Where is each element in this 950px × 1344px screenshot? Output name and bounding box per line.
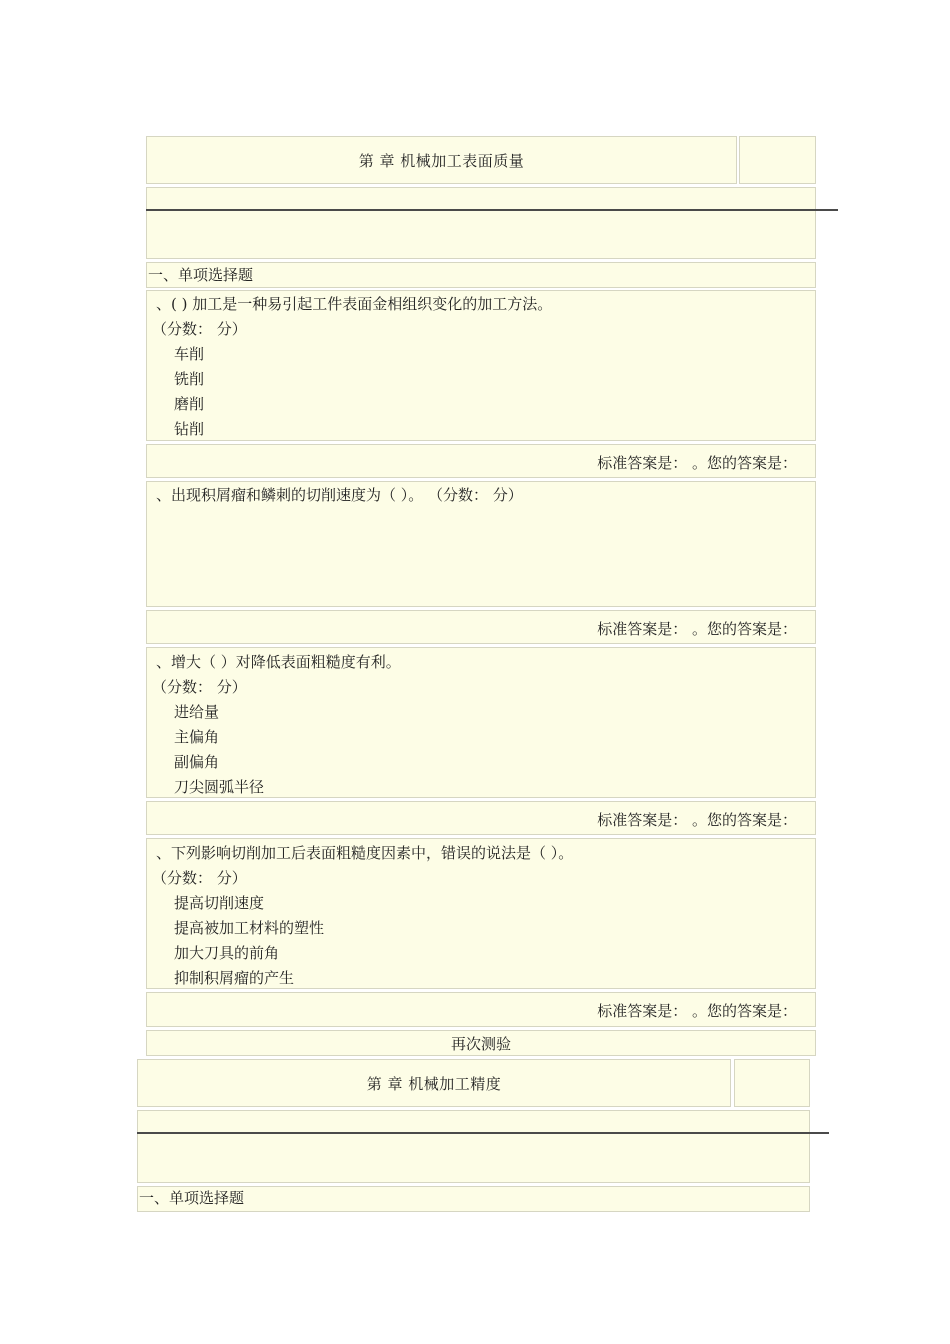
question-4-option-b[interactable]: 提高被加工材料的塑性: [174, 919, 325, 937]
question-1-answer-label: 标准答案是： 。您的答案是：: [597, 454, 797, 472]
retry-button[interactable]: 再次测验: [450, 1035, 511, 1053]
question-3-option-c[interactable]: 副偏角: [174, 753, 220, 771]
question-4-option-d[interactable]: 抑制积屑瘤的产生: [174, 969, 295, 987]
question-3-option-a[interactable]: 进给量: [174, 703, 220, 721]
chapter1-divider-line: [146, 209, 838, 211]
chapter1-title: 第 章 机械加工表面质量: [358, 152, 525, 170]
question-1-option-d[interactable]: 钻削: [174, 420, 205, 438]
question-1-text: 、( ) 加工是一种易引起工件表面金相组织变化的加工方法。: [156, 295, 553, 313]
chapter2-divider-cell: [137, 1110, 810, 1183]
question-1-option-c[interactable]: 磨削: [174, 395, 205, 413]
question-2-text: 、出现积屑瘤和鳞刺的切削速度为（ ）。 （分数： 分）: [156, 486, 523, 504]
question-4-option-a[interactable]: 提高切削速度: [174, 894, 265, 912]
question-1-option-a[interactable]: 车削: [174, 345, 205, 363]
question-1-option-b[interactable]: 铣削: [174, 370, 205, 388]
chapter1-section-title: 一、单项选择题: [148, 266, 254, 284]
chapter1-title-side-cell: [739, 136, 816, 184]
question-2-answer-label: 标准答案是： 。您的答案是：: [597, 620, 797, 638]
chapter2-title: 第 章 机械加工精度: [366, 1075, 502, 1093]
question-1-score: （分数： 分）: [152, 320, 247, 338]
chapter2-divider-line: [137, 1132, 829, 1134]
question-4-answer-label: 标准答案是： 。您的答案是：: [597, 1002, 797, 1020]
question-3-answer-label: 标准答案是： 。您的答案是：: [597, 811, 797, 829]
chapter2-section-title: 一、单项选择题: [139, 1189, 245, 1207]
chapter2-title-side-cell: [734, 1059, 810, 1107]
question-4-text: 、下列影响切削加工后表面粗糙度因素中，错误的说法是（ ）。: [156, 844, 574, 862]
question-3-text: 、增大（ ）对降低表面粗糙度有利。: [156, 653, 401, 671]
question-4-score: （分数： 分）: [152, 869, 247, 887]
chapter1-divider-cell: [146, 187, 816, 259]
question-3-score: （分数： 分）: [152, 678, 247, 696]
question-3-option-b[interactable]: 主偏角: [174, 728, 220, 746]
question-3-option-d[interactable]: 刀尖圆弧半径: [174, 778, 265, 796]
question-4-option-c[interactable]: 加大刀具的前角: [174, 944, 280, 962]
